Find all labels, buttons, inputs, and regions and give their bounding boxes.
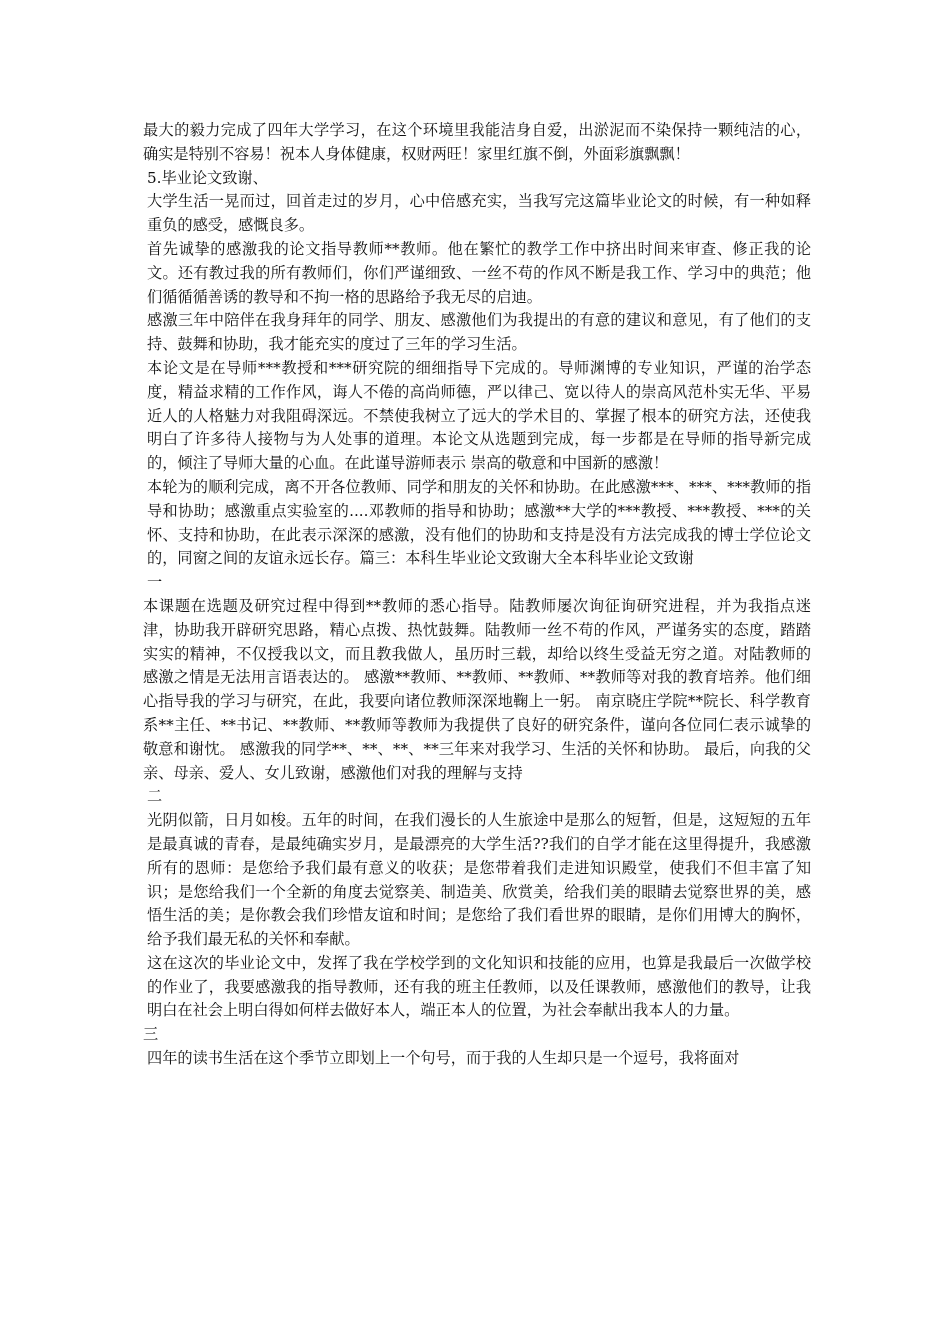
paragraph-11: 四年的读书生活在这个季节立即划上一个句号，而于我的人生却只是一个逗号，我将面对 [147, 1049, 740, 1068]
paragraph-6: 本论文是在导师***教授和***研究院的细细指导下完成的。导师渊博的专业知识，严谨的治学态度，精益求精的工作作风，诲人不倦的高尚师德，严以律己、宽以待人的崇高风范朴实无华、平易近人的人格魅力对我阻碍深远。不禁使我树立了远大的学术目的、掌握了根本的研究方法，还使我明白了许多待人接物与为人处事的道理。本论文从选题到完成，每一步都是在导师的指导新完成的，倾注了导师大量的心血。在此谨导游师表示 崇高的敬意和中国新的感激！ [147, 358, 811, 473]
paragraph-1: 最大的毅力完成了四年大学学习，在这个环境里我能洁身自爱，出淤泥而不染保持一颗纯洁的心，确实是特别不容易！祝本人身体健康，权财两旺！家里红旗不倒，外面彩旗飘飘！ [143, 121, 811, 163]
paragraph-7: 本轮为的顺利完成，离不开各位教师、同学和朋友的关怀和协助。在此感激***、***、***教师的指导和协助；感激重点实验室的....邓教师的指导和协助；感激**大学的***教授、***教授、***的关怀、支持和协助，在此表示深深的感激，没有他们的协助和支持是没有方法完成我的博士学位论文的，同窗之间的友谊永远长存。篇三：本科生毕业论文致谢大全本科毕业论文致谢 [147, 477, 811, 568]
paragraph-5: 感激三年中陪伴在我身拜年的同学、朋友、感激他们为我提出的有意的建议和意见，有了他们的支持、鼓舞和协助，我才能充实的度过了三年的学习生活。 [147, 311, 811, 354]
document-body [143, 119, 811, 1071]
paragraph-8: 本课题在选题及研究过程中得到**教师的悉心指导。陆教师屡次询征询研究进程，并为我指点迷津，协助我开辟研究思路，精心点拨、热忱鼓舞。陆教师一丝不苟的作风，严谨务实的态度，踏踏实实的精神，不仅授我以文，而且教我做人，虽历时三载，却给以终生受益无穷之道。对陆教师的感激之情是无法用言语表达的。 感激**教师、**教师、**教师、**教师等对我的教育培养。他们细心指导我的学习与研究，在此，我要向诸位教师深深地鞠上一躬。 南京晓庄学院**院长、科学教育系**主任、**书记、**教师、**教师等教师为我提供了良好的研究条件，谨向各位同仁表示诚挚的敬意和谢忱。 感激我的同学**、**、**、**三年来对我学习、生活的关怀和协助。 最后，向我的父亲、母亲、爱人、女儿致谢，感激他们对我的理解与支持 [143, 596, 811, 782]
paragraph-10: 这在这次的毕业论文中，发挥了我在学校学到的文化知识和技能的应用，也算是我最后一次做学校的作业了，我要感激我的指导教师，还有我的班主任教师，以及任课教师，感激他们的教导，让我明白在社会上明白得如何样去做好本人，端正本人的位置，为社会奉献出我本人的力量。 [147, 953, 811, 1020]
paragraph-9: 光阴似箭，日月如梭。五年的时间，在我们漫长的人生旅途中是那么的短暂，但是，这短短的五年是最真诚的青春，是最纯确实岁月，是最漂亮的大学生活??我们的自学才能在这里得提升，我感激所有的恩师：是您给予我们最有意义的收获；是您带着我们走进知识殿堂，使我们不但丰富了知识；是您给我们一个全新的角度去觉察美、制造美、欣赏美，给我们美的眼睛去觉察世界的美，感悟生活的美；是你教会我们珍惜友谊和时间；是您给了我们看世界的眼睛，是你们用博大的胸怀，给予我们最无私的关怀和奉献。 [147, 811, 811, 949]
paragraph-3: 大学生活一晃而过，回首走过的岁月，心中倍感充实，当我写完这篇毕业论文的时候，有一种如释重负的感受，感慨良多。 [147, 192, 811, 235]
paragraph-2-heading: 5.毕业论文致谢、 [147, 168, 268, 187]
section-marker-2: 二 [147, 787, 163, 806]
section-marker-1: 一 [147, 573, 163, 592]
paragraph-4: 首先诚挚的感激我的论文指导教师**教师。他在繁忙的教学工作中挤出时间来审查、修正我的论文。还有教过我的所有教师们，你们严谨细致、一丝不苟的作风不断是我工作、学习中的典范；他们循循循善诱的教导和不拘一格的思路给予我无尽的启迪。 [147, 239, 811, 306]
section-marker-3: 三 [143, 1025, 159, 1044]
